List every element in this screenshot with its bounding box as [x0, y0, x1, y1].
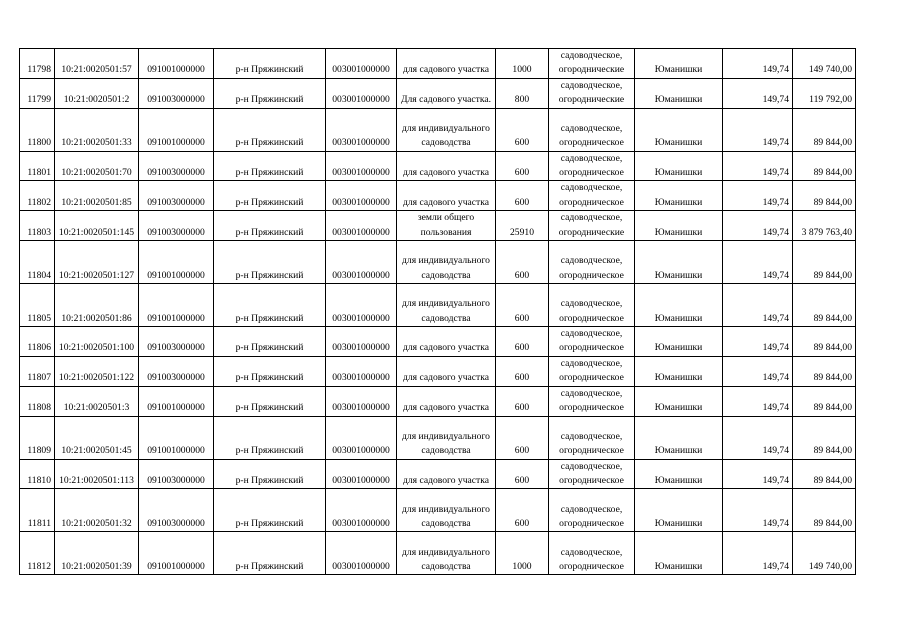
row-number-cell: 11801 — [20, 151, 55, 181]
specific-value-cell: 149,74 — [723, 151, 793, 181]
land-purpose-cell: для садового участка — [397, 386, 496, 416]
district-cell: р-н Пряжинский — [214, 78, 326, 108]
row-number-cell: 11803 — [20, 211, 55, 241]
usage-category-cell: садоводческое, огородническое — [549, 489, 635, 532]
row-number-cell: 11798 — [20, 49, 55, 79]
land-purpose-cell: для садового участка — [397, 181, 496, 211]
row-number-cell: 11804 — [20, 241, 55, 284]
row-number-cell: 11808 — [20, 386, 55, 416]
code-cell: 003001000000 — [326, 386, 397, 416]
locality-cell: Юманишки — [635, 151, 723, 181]
okato-code-cell: 091003000000 — [139, 459, 214, 489]
code-cell: 003001000000 — [326, 241, 397, 284]
table-row — [20, 181, 856, 211]
cadastral-number-cell: 10:21:0020501:85 — [55, 181, 139, 211]
cadastral-value-cell: 89 844,00 — [793, 356, 856, 386]
row-number-cell: 11810 — [20, 459, 55, 489]
district-cell: р-н Пряжинский — [214, 459, 326, 489]
usage-category-cell: садоводческое, огороднические — [549, 49, 635, 79]
table-row — [20, 327, 856, 357]
area-cell: 600 — [496, 108, 549, 151]
table-row — [20, 151, 856, 181]
district-cell: р-н Пряжинский — [214, 356, 326, 386]
row-number-cell: 11802 — [20, 181, 55, 211]
table-row — [20, 108, 856, 151]
row-number-cell: 11812 — [20, 532, 55, 575]
cadastral-number-cell: 10:21:0020501:3 — [55, 386, 139, 416]
land-purpose-cell: для индивидуального садоводства — [397, 108, 496, 151]
code-cell: 003001000000 — [326, 284, 397, 327]
okato-code-cell: 091003000000 — [139, 181, 214, 211]
cadastral-number-cell: 10:21:0020501:39 — [55, 532, 139, 575]
cadastral-value-cell: 89 844,00 — [793, 459, 856, 489]
specific-value-cell: 149,74 — [723, 78, 793, 108]
district-cell: р-н Пряжинский — [214, 211, 326, 241]
table-row — [20, 284, 856, 327]
area-cell: 600 — [496, 416, 549, 459]
okato-code-cell: 091001000000 — [139, 49, 214, 79]
cadastral-value-cell: 89 844,00 — [793, 108, 856, 151]
cadastral-number-cell: 10:21:0020501:45 — [55, 416, 139, 459]
okato-code-cell: 091001000000 — [139, 241, 214, 284]
specific-value-cell: 149,74 — [723, 327, 793, 357]
usage-category-cell: садоводческое, огородническое — [549, 108, 635, 151]
cadastral-number-cell: 10:21:0020501:100 — [55, 327, 139, 357]
okato-code-cell: 091003000000 — [139, 327, 214, 357]
okato-code-cell: 091001000000 — [139, 284, 214, 327]
cadastral-value-cell: 89 844,00 — [793, 386, 856, 416]
land-purpose-cell: Для садового участка. — [397, 78, 496, 108]
okato-code-cell: 091003000000 — [139, 356, 214, 386]
land-register-table — [19, 48, 856, 575]
okato-code-cell: 091003000000 — [139, 78, 214, 108]
land-purpose-cell: для садового участка — [397, 49, 496, 79]
code-cell: 003001000000 — [326, 459, 397, 489]
table-row — [20, 356, 856, 386]
cadastral-value-cell: 119 792,00 — [793, 78, 856, 108]
row-number-cell: 11809 — [20, 416, 55, 459]
locality-cell: Юманишки — [635, 386, 723, 416]
cadastral-number-cell: 10:21:0020501:113 — [55, 459, 139, 489]
cadastral-value-cell: 3 879 763,40 — [793, 211, 856, 241]
area-cell: 600 — [496, 241, 549, 284]
row-number-cell: 11807 — [20, 356, 55, 386]
specific-value-cell: 149,74 — [723, 49, 793, 79]
cadastral-number-cell: 10:21:0020501:32 — [55, 489, 139, 532]
locality-cell: Юманишки — [635, 241, 723, 284]
area-cell: 600 — [496, 327, 549, 357]
locality-cell: Юманишки — [635, 284, 723, 327]
area-cell: 600 — [496, 181, 549, 211]
specific-value-cell: 149,74 — [723, 284, 793, 327]
usage-category-cell: садоводческое, огородническое — [549, 416, 635, 459]
land-purpose-cell: земли общего пользования — [397, 211, 496, 241]
area-cell: 600 — [496, 151, 549, 181]
code-cell: 003001000000 — [326, 108, 397, 151]
table-row — [20, 211, 856, 241]
cadastral-value-cell: 89 844,00 — [793, 151, 856, 181]
usage-category-cell: садоводческое, огородническое — [549, 241, 635, 284]
okato-code-cell: 091001000000 — [139, 416, 214, 459]
locality-cell: Юманишки — [635, 49, 723, 79]
specific-value-cell: 149,74 — [723, 532, 793, 575]
district-cell: р-н Пряжинский — [214, 284, 326, 327]
cadastral-number-cell: 10:21:0020501:57 — [55, 49, 139, 79]
usage-category-cell: садоводческое, огородническое — [549, 356, 635, 386]
okato-code-cell: 091001000000 — [139, 108, 214, 151]
table-row — [20, 489, 856, 532]
land-purpose-cell: для индивидуального садоводства — [397, 416, 496, 459]
land-purpose-cell: для садового участка — [397, 151, 496, 181]
area-cell: 600 — [496, 489, 549, 532]
cadastral-value-cell: 89 844,00 — [793, 416, 856, 459]
usage-category-cell: садоводческое, огороднические — [549, 211, 635, 241]
cadastral-number-cell: 10:21:0020501:33 — [55, 108, 139, 151]
area-cell: 600 — [496, 459, 549, 489]
area-cell: 1000 — [496, 532, 549, 575]
table-row — [20, 416, 856, 459]
cadastral-number-cell: 10:21:0020501:2 — [55, 78, 139, 108]
cadastral-number-cell: 10:21:0020501:127 — [55, 241, 139, 284]
land-purpose-cell: для садового участка — [397, 356, 496, 386]
district-cell: р-н Пряжинский — [214, 241, 326, 284]
cadastral-value-cell: 149 740,00 — [793, 49, 856, 79]
locality-cell: Юманишки — [635, 356, 723, 386]
district-cell: р-н Пряжинский — [214, 386, 326, 416]
specific-value-cell: 149,74 — [723, 416, 793, 459]
specific-value-cell: 149,74 — [723, 211, 793, 241]
district-cell: р-н Пряжинский — [214, 49, 326, 79]
okato-code-cell: 091003000000 — [139, 211, 214, 241]
code-cell: 003001000000 — [326, 356, 397, 386]
land-purpose-cell: для садового участка — [397, 459, 496, 489]
specific-value-cell: 149,74 — [723, 356, 793, 386]
area-cell: 600 — [496, 356, 549, 386]
district-cell: р-н Пряжинский — [214, 151, 326, 181]
specific-value-cell: 149,74 — [723, 386, 793, 416]
locality-cell: Юманишки — [635, 532, 723, 575]
usage-category-cell: садоводческое, огородническое — [549, 386, 635, 416]
table-row — [20, 49, 856, 79]
area-cell: 800 — [496, 78, 549, 108]
okato-code-cell: 091001000000 — [139, 532, 214, 575]
table-row — [20, 386, 856, 416]
table-body — [20, 49, 856, 575]
locality-cell: Юманишки — [635, 416, 723, 459]
locality-cell: Юманишки — [635, 327, 723, 357]
land-purpose-cell: для садового участка — [397, 327, 496, 357]
usage-category-cell: садоводческое, огородническое — [549, 532, 635, 575]
area-cell: 25910 — [496, 211, 549, 241]
code-cell: 003001000000 — [326, 211, 397, 241]
cadastral-value-cell: 89 844,00 — [793, 489, 856, 532]
district-cell: р-н Пряжинский — [214, 532, 326, 575]
area-cell: 600 — [496, 284, 549, 327]
locality-cell: Юманишки — [635, 489, 723, 532]
table-row — [20, 78, 856, 108]
row-number-cell: 11806 — [20, 327, 55, 357]
row-number-cell: 11805 — [20, 284, 55, 327]
specific-value-cell: 149,74 — [723, 459, 793, 489]
code-cell: 003001000000 — [326, 181, 397, 211]
land-purpose-cell: для индивидуального садоводства — [397, 284, 496, 327]
land-purpose-cell: для индивидуального садоводства — [397, 241, 496, 284]
locality-cell: Юманишки — [635, 78, 723, 108]
cadastral-number-cell: 10:21:0020501:145 — [55, 211, 139, 241]
cadastral-value-cell: 89 844,00 — [793, 327, 856, 357]
cadastral-number-cell: 10:21:0020501:122 — [55, 356, 139, 386]
table-row — [20, 241, 856, 284]
cadastral-value-cell: 89 844,00 — [793, 181, 856, 211]
cadastral-value-cell: 89 844,00 — [793, 241, 856, 284]
table-row — [20, 532, 856, 575]
code-cell: 003001000000 — [326, 416, 397, 459]
locality-cell: Юманишки — [635, 211, 723, 241]
row-number-cell: 11800 — [20, 108, 55, 151]
specific-value-cell: 149,74 — [723, 181, 793, 211]
locality-cell: Юманишки — [635, 108, 723, 151]
district-cell: р-н Пряжинский — [214, 181, 326, 211]
code-cell: 003001000000 — [326, 151, 397, 181]
okato-code-cell: 091003000000 — [139, 489, 214, 532]
specific-value-cell: 149,74 — [723, 489, 793, 532]
district-cell: р-н Пряжинский — [214, 489, 326, 532]
usage-category-cell: садоводческое, огородническое — [549, 181, 635, 211]
code-cell: 003001000000 — [326, 327, 397, 357]
district-cell: р-н Пряжинский — [214, 327, 326, 357]
code-cell: 003001000000 — [326, 78, 397, 108]
usage-category-cell: садоводческое, огородническое — [549, 284, 635, 327]
cadastral-value-cell: 89 844,00 — [793, 284, 856, 327]
district-cell: р-н Пряжинский — [214, 416, 326, 459]
code-cell: 003001000000 — [326, 489, 397, 532]
usage-category-cell: садоводческое, огородническое — [549, 327, 635, 357]
district-cell: р-н Пряжинский — [214, 108, 326, 151]
row-number-cell: 11811 — [20, 489, 55, 532]
okato-code-cell: 091001000000 — [139, 386, 214, 416]
row-number-cell: 11799 — [20, 78, 55, 108]
code-cell: 003001000000 — [326, 532, 397, 575]
locality-cell: Юманишки — [635, 459, 723, 489]
code-cell: 003001000000 — [326, 49, 397, 79]
cadastral-number-cell: 10:21:0020501:70 — [55, 151, 139, 181]
okato-code-cell: 091003000000 — [139, 151, 214, 181]
land-purpose-cell: для индивидуального садоводства — [397, 532, 496, 575]
usage-category-cell: садоводческое, огороднические — [549, 78, 635, 108]
table-row — [20, 459, 856, 489]
land-purpose-cell: для индивидуального садоводства — [397, 489, 496, 532]
specific-value-cell: 149,74 — [723, 241, 793, 284]
locality-cell: Юманишки — [635, 181, 723, 211]
usage-category-cell: садоводческое, огородническое — [549, 151, 635, 181]
cadastral-value-cell: 149 740,00 — [793, 532, 856, 575]
area-cell: 1000 — [496, 49, 549, 79]
usage-category-cell: садоводческое, огородническое — [549, 459, 635, 489]
area-cell: 600 — [496, 386, 549, 416]
cadastral-number-cell: 10:21:0020501:86 — [55, 284, 139, 327]
specific-value-cell: 149,74 — [723, 108, 793, 151]
